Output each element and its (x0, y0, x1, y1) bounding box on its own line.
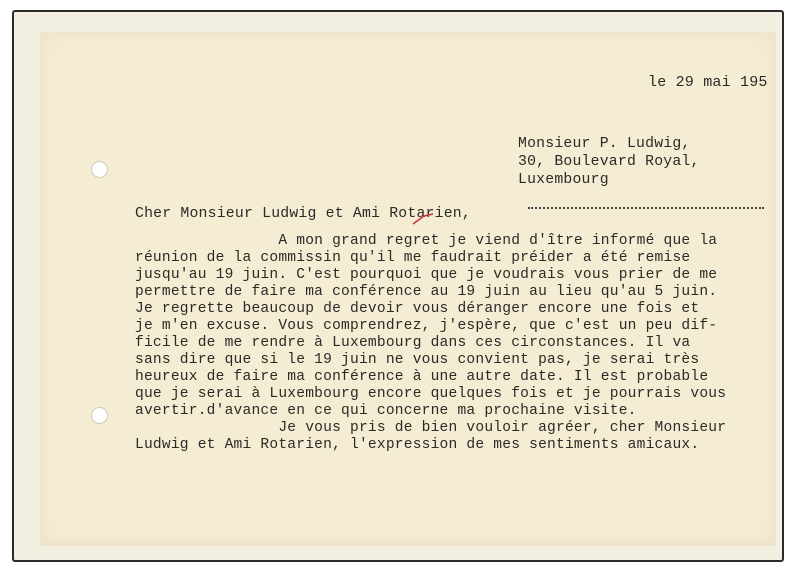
recipient-line-2: 30, Boulevard Royal, (518, 154, 700, 170)
body-line-5: Je regrette beaucoup de devoir vous déranger encore une fois et (135, 301, 700, 317)
red-correction-mark (412, 212, 434, 226)
body-line-4: permettre de faire ma conférence au 19 juin au lieu qu'au 5 juin. (135, 284, 718, 300)
scan-frame (12, 10, 784, 562)
letter-page (40, 32, 776, 546)
salutation: Cher Monsieur Ludwig et Ami Rotarien, (135, 206, 471, 222)
body-line-9: heureux de faire ma conférence à une autre date. Il est probable (135, 369, 709, 385)
address-divider (528, 207, 764, 209)
body-line-11: avertir.d'avance en ce qui concerne ma prochaine visite. (135, 403, 637, 419)
body-line-1: A mon grand regret je viend d'ître informé que la (135, 233, 718, 249)
recipient-line-1: Monsieur P. Ludwig, (518, 136, 691, 152)
body-line-7: ficile de me rendre à Luxembourg dans ces circonstances. Il va (135, 335, 691, 351)
letter-date: le 29 mai 195 (648, 74, 768, 91)
body-line-6: je m'en excuse. Vous comprendrez, j'espère, que c'est un peu dif- (135, 318, 718, 334)
body-line-10: que je serai à Luxembourg encore quelques fois et je pourrais vous (135, 386, 727, 402)
recipient-line-3: Luxembourg (518, 172, 609, 188)
body-line-12: Je vous pris de bien vouloir agréer, cher Monsieur (135, 420, 727, 436)
body-line-13: Ludwig et Ami Rotarien, l'expression de mes sentiments amicaux. (135, 437, 700, 453)
body-line-2: réunion de la commissin qu'il me faudrait préider a été remise (135, 250, 691, 266)
punch-hole-bottom (91, 407, 108, 424)
punch-hole-top (91, 161, 108, 178)
body-line-3: jusqu'au 19 juin. C'est pourquoi que je voudrais vous prier de me (135, 267, 718, 283)
body-line-8: sans dire que si le 19 juin ne vous convient pas, je serai très (135, 352, 700, 368)
